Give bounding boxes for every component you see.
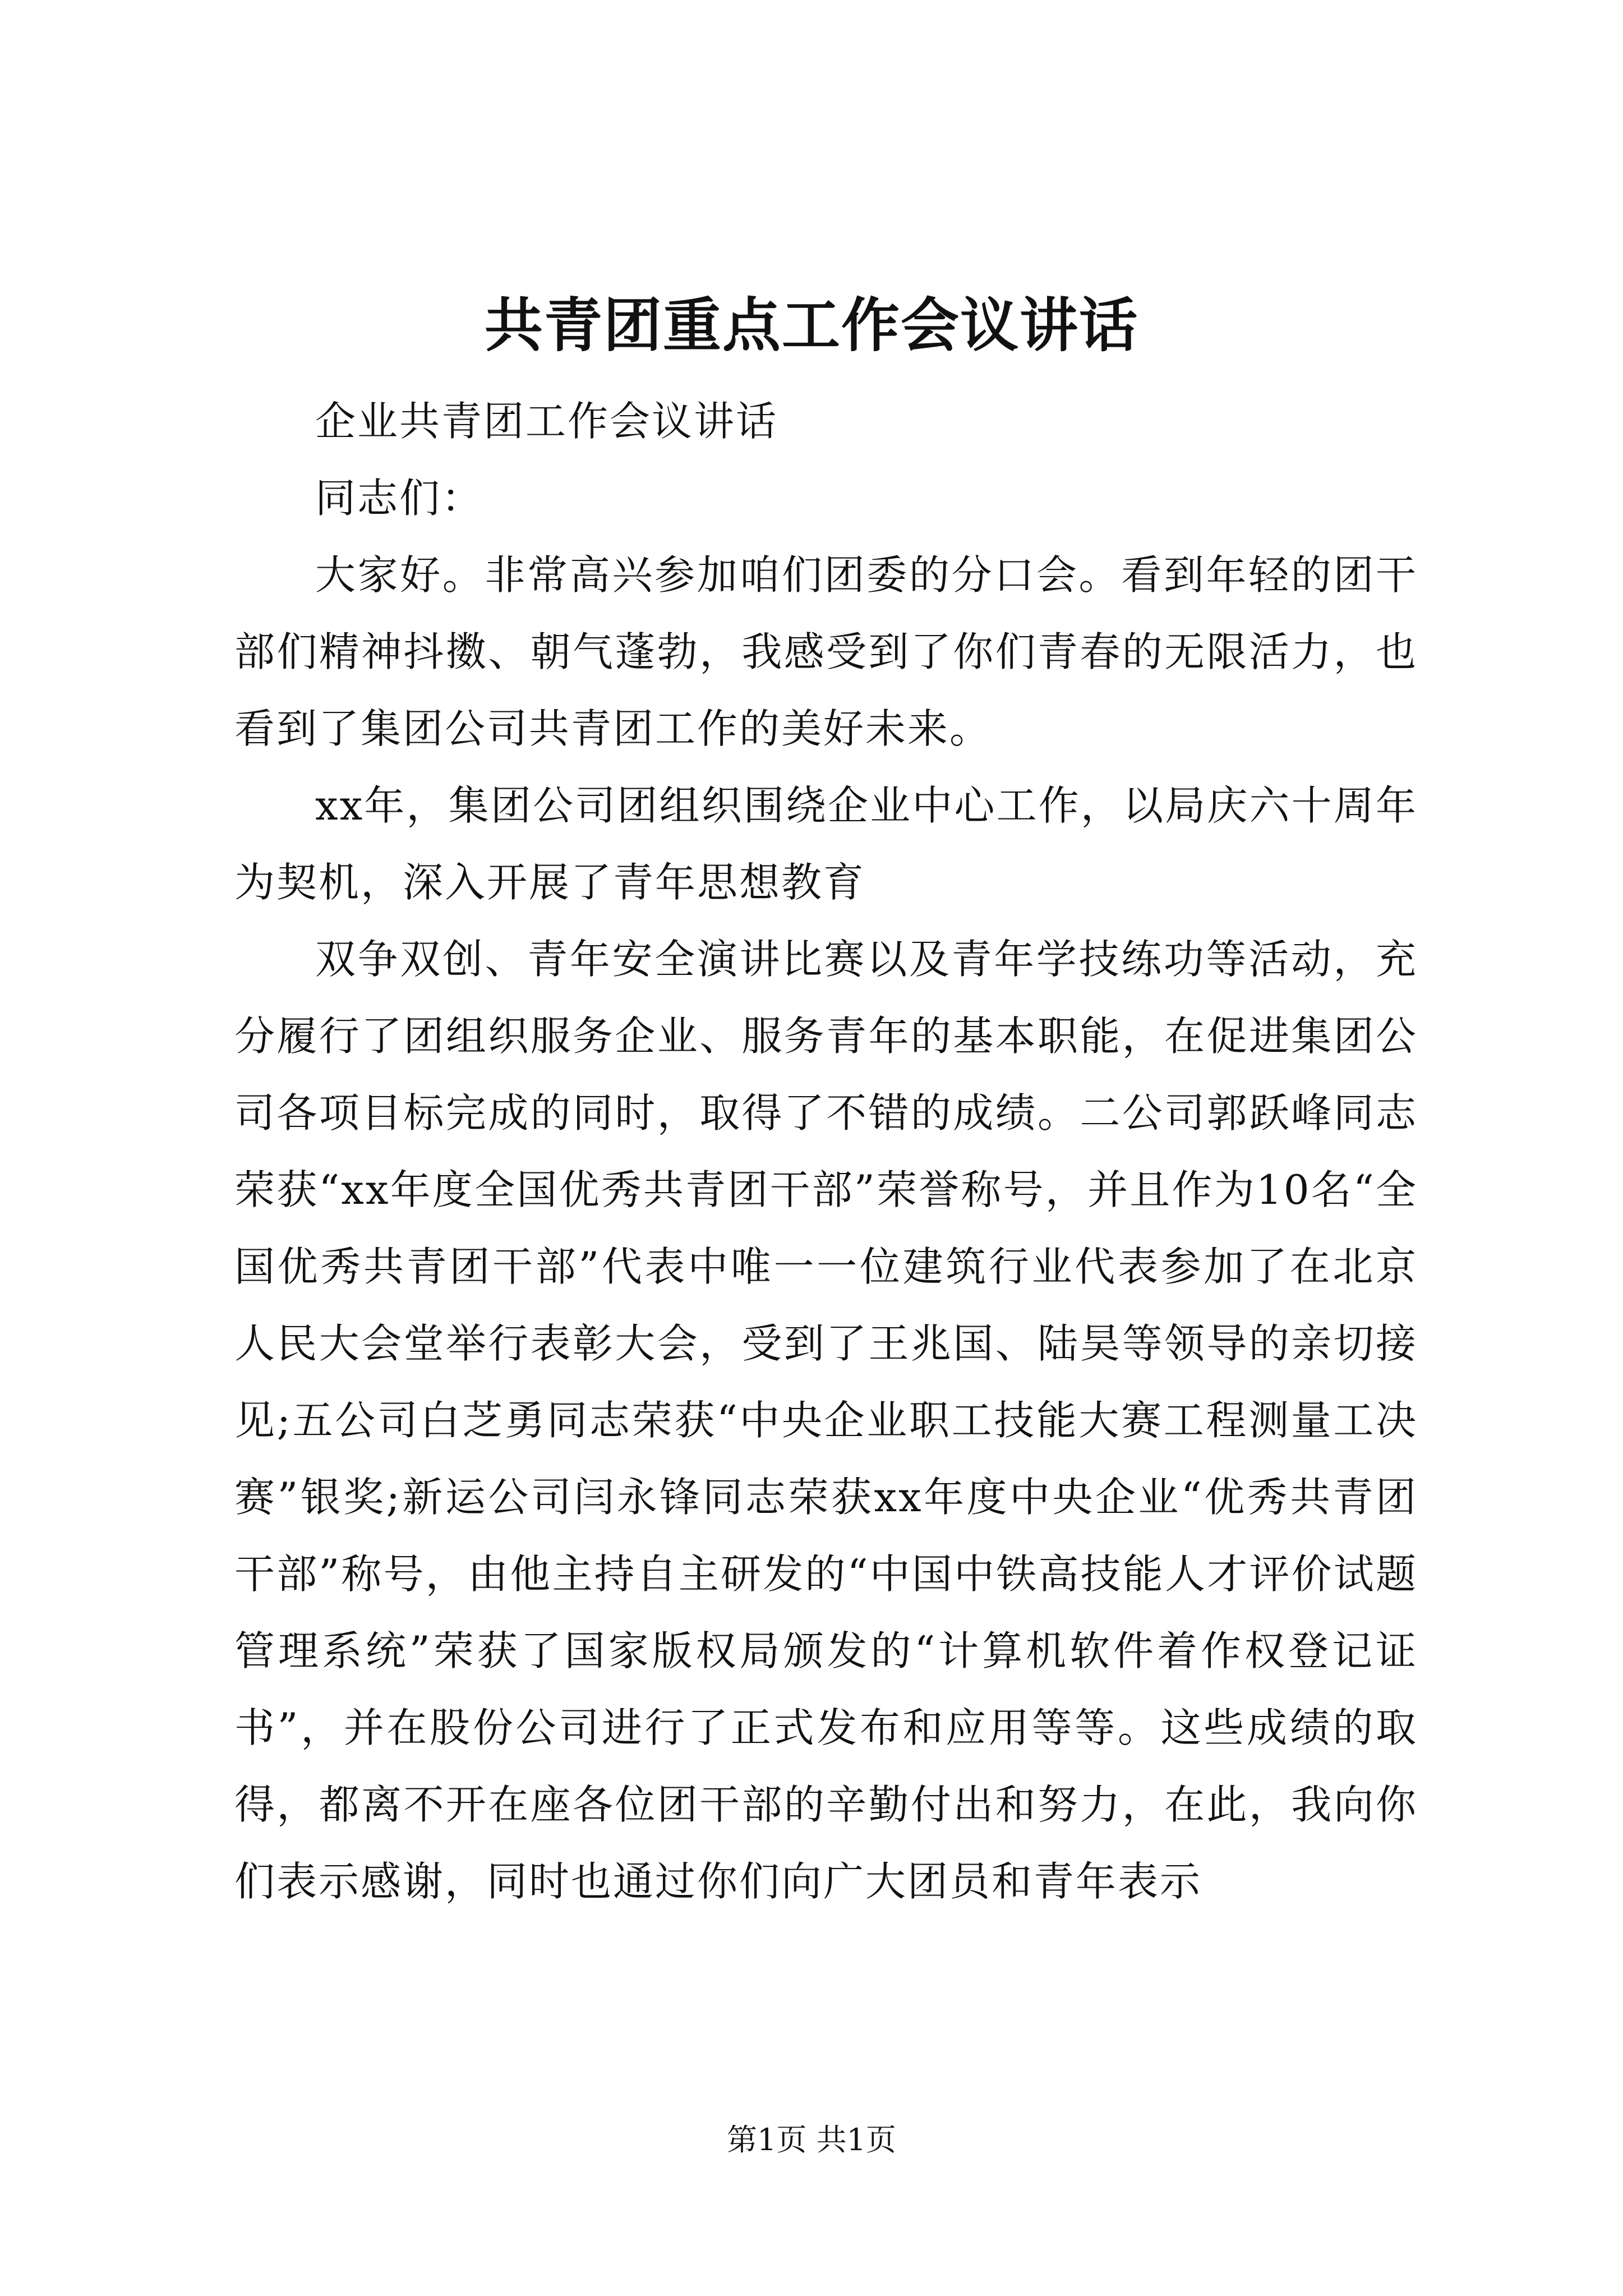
document-title: 共青团重点工作会议讲话 <box>484 291 1138 360</box>
paragraph-greeting: 大家好。非常高兴参加咱们团委的分口会。看到年轻的团干部们精神抖擞、朝气蓬勃，我感受到了你们青春的无限活力，也看到了集团公司共青团工作的美好未来。 <box>234 551 1418 752</box>
page-footer: 第1页 共1页 <box>727 2122 896 2157</box>
paragraph-salutation: 同志们： <box>315 475 484 522</box>
paragraph-achievements: 双争双创、青年安全演讲比赛以及青年学技练功等活动，充分履行了团组织服务企业、服务青年的基本职能，在促进集团公司各项目标完成的同时，取得了不错的成绩。二公司郭跃峰同志荣获“xx年度全国优秀共青团干部”荣誉称号，并且作为10名“全国优秀共青团干部”代表中唯一一位建筑行业代表参加了在北京人民大会堂举行表彰大会，受到了王兆国、陆昊等领导的亲切接见;五公司白芝勇同志荣获“中央企业职工技能大赛工程测量工决赛”银奖;新运公司闫永锋同志荣获xx年度中央企业“优秀共青团干部”称号，由他主持自主研发的“中国中铁高技能人才评价试题管理系统”荣获了国家版权局颁发的“计算机软件着作权登记证书”，并在股份公司进行了正式发布和应用等等。这些成绩的取得，都离不开在座各位团干部的辛勤付出和努力，在此，我向你们表示感谢，同时也通过你们向广大团员和青年表示 <box>234 936 1418 1905</box>
paragraph-subtitle: 企业共青团工作会议讲话 <box>315 398 778 445</box>
paragraph-year-summary: xx年，集团公司团组织围绕企业中心工作，以局庆六十周年为契机，深入开展了青年思想教育 <box>234 782 1418 906</box>
document-body <box>234 383 1418 1920</box>
